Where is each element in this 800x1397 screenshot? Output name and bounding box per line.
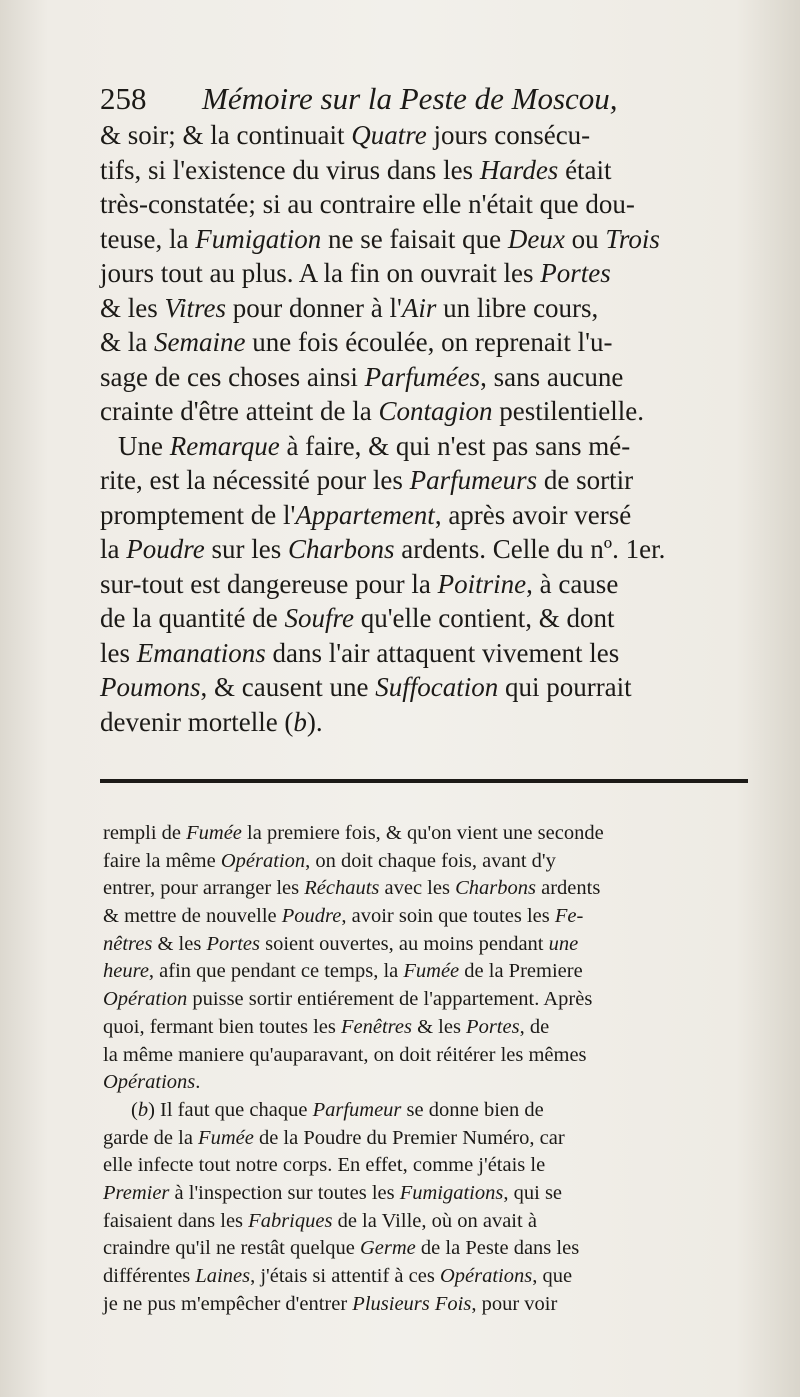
italic-term: Trois [605, 223, 660, 254]
footnote-line: heure, afin que pendant ce temps, la Fumée de la Premiere [103, 960, 583, 983]
text-line: sage de ces choses ainsi Parfumées, sans aucune [100, 361, 624, 392]
italic-term: b [137, 1098, 149, 1121]
italic-term: Semaine [154, 327, 246, 357]
italic-term: Emanations [136, 637, 266, 668]
italic-term: Fumigations [399, 1181, 504, 1204]
text-line: sur-tout est dangereuse pour la Poitrine, à cause [100, 568, 619, 599]
footnote-line: Opération puisse sortir entiérement de l'appartement. Après [103, 988, 593, 1011]
italic-term: Portes [466, 1015, 520, 1038]
italic-term: Air [401, 292, 437, 323]
italic-term: Portes [206, 932, 260, 955]
footnote-line: (b) Il faut que chaque Parfumeur se donne bien de [131, 1098, 544, 1121]
main-text-block [100, 118, 750, 739]
italic-term: heure [103, 960, 149, 983]
text-line: tifs, si l'existence du virus dans les Hardes était [100, 154, 612, 185]
text-line: très-constatée; si au contraire elle n'était que dou- [100, 189, 635, 219]
italic-term: Appartement [295, 499, 435, 530]
text-line: la Poudre sur les Charbons ardents. Celle du nº. 1er. [100, 534, 666, 564]
italic-term: Fe- [554, 905, 584, 928]
footnote-line: garde de la Fumée de la Poudre du Premier Numéro, car [103, 1126, 565, 1149]
italic-term: Fabriques [248, 1209, 333, 1232]
footnote-divider [100, 779, 748, 783]
text-line: & la Semaine une fois écoulée, on reprenait l'u- [100, 327, 613, 357]
text-line: Une Remarque à faire, & qui n'est pas sans mé- [118, 430, 631, 461]
italic-term: Plusieurs Fois [352, 1292, 472, 1315]
italic-term: Parfumées [364, 361, 481, 392]
italic-term: nêtres [103, 932, 153, 955]
footnote-line: rempli de Fumée la premiere fois, & qu'on vient une seconde [103, 822, 604, 844]
footnote-line: différentes Laines, j'étais si attentif à ces Opérations, que [103, 1265, 573, 1287]
italic-term: Opération [220, 849, 306, 872]
italic-term: b [293, 706, 307, 737]
italic-term: Fenêtres [340, 1015, 412, 1038]
text-line: teuse, la Fumigation ne se faisait que Deux ou Trois [100, 223, 660, 254]
text-line: crainte d'être atteint de la Contagion pestilentielle. [100, 396, 644, 426]
italic-term: Portes [540, 258, 611, 288]
text-line: Poumons, & causent une Suffocation qui pourrait [100, 672, 632, 702]
italic-term: Suffocation [375, 672, 499, 702]
text-line: promptement de l'Appartement, après avoir versé [100, 499, 632, 530]
running-title: Mémoire sur la Peste de Moscou, [202, 81, 618, 116]
italic-term: Opérations [439, 1265, 533, 1287]
footnote-line: elle infecte tout notre corps. En effet, comme j'étais le [103, 1154, 546, 1177]
italic-term: Remarque [169, 430, 280, 461]
italic-term: Parfumeurs [409, 465, 538, 495]
italic-term: Poitrine [437, 568, 527, 599]
footnote-line: faire la même Opération, on doit chaque fois, avant d'y [103, 849, 556, 872]
italic-term: Quatre [351, 120, 427, 150]
italic-term: Poudre [281, 905, 342, 928]
footnote-line: Opérations. [103, 1071, 201, 1094]
text-line: de la quantité de Soufre qu'elle contient, & dont [100, 603, 615, 633]
page-header [100, 78, 745, 120]
italic-term: Laines [195, 1265, 251, 1287]
footnote-line: entrer, pour arranger les Réchauts avec les Charbons ardents [103, 877, 601, 900]
footnote-line: nêtres & les Portes soient ouvertes, au moins pendant une [103, 932, 579, 955]
italic-term: Poudre [126, 534, 205, 564]
italic-term: Charbons [455, 877, 536, 900]
text-line: & soir; & la continuait Quatre jours consécu- [100, 120, 591, 150]
footnote-line: quoi, fermant bien toutes les Fenêtres & les Portes, de [103, 1015, 550, 1038]
footnote-line: faisaient dans les Fabriques de la Ville, où on avait à [103, 1209, 537, 1232]
italic-term: Vitres [164, 292, 226, 323]
footnote-line: je ne pus m'empêcher d'entrer Plusieurs Fois, pour voir [103, 1292, 558, 1315]
text-line: jours tout au plus. A la fin on ouvrait les Portes [100, 258, 611, 288]
italic-term: Réchauts [304, 877, 380, 900]
text-line: devenir mortelle (b). [100, 706, 323, 737]
italic-term: Fumée [403, 960, 460, 983]
text-line: & les Vitres pour donner à l'Air un libre cours, [100, 292, 599, 323]
italic-term: une [548, 932, 579, 955]
italic-term: Soufre [284, 603, 354, 633]
footnote-line: craindre qu'il ne restât quelque Germe de la Peste dans les [103, 1237, 580, 1260]
italic-term: Germe [360, 1237, 416, 1260]
italic-term: Charbons [287, 534, 395, 564]
italic-term: Fumée [198, 1126, 254, 1149]
italic-term: Deux [507, 223, 565, 254]
italic-term: Poumons [100, 672, 201, 702]
footnote-line: Premier à l'inspection sur toutes les Fumigations, qui se [103, 1181, 563, 1204]
italic-term: Contagion [378, 396, 493, 426]
footnote-line: la même maniere qu'auparavant, on doit réitérer les mêmes [103, 1043, 587, 1066]
text-line: rite, est la nécessité pour les Parfumeurs de sortir [100, 465, 634, 495]
italic-term: Hardes [479, 154, 559, 185]
footnote-block [103, 820, 753, 1318]
text-line: les Emanations dans l'air attaquent vivement les [100, 637, 620, 668]
footnote-line: & mettre de nouvelle Poudre, avoir soin que toutes les Fe- [103, 905, 584, 928]
page-number: 258 [100, 81, 147, 116]
italic-term: Fumée [186, 822, 242, 844]
italic-term: Premier [103, 1181, 170, 1204]
italic-term: Opération [103, 988, 188, 1011]
italic-term: Fumigation [195, 223, 322, 254]
italic-term: Parfumeur [312, 1098, 402, 1121]
italic-term: Opérations [103, 1071, 196, 1094]
